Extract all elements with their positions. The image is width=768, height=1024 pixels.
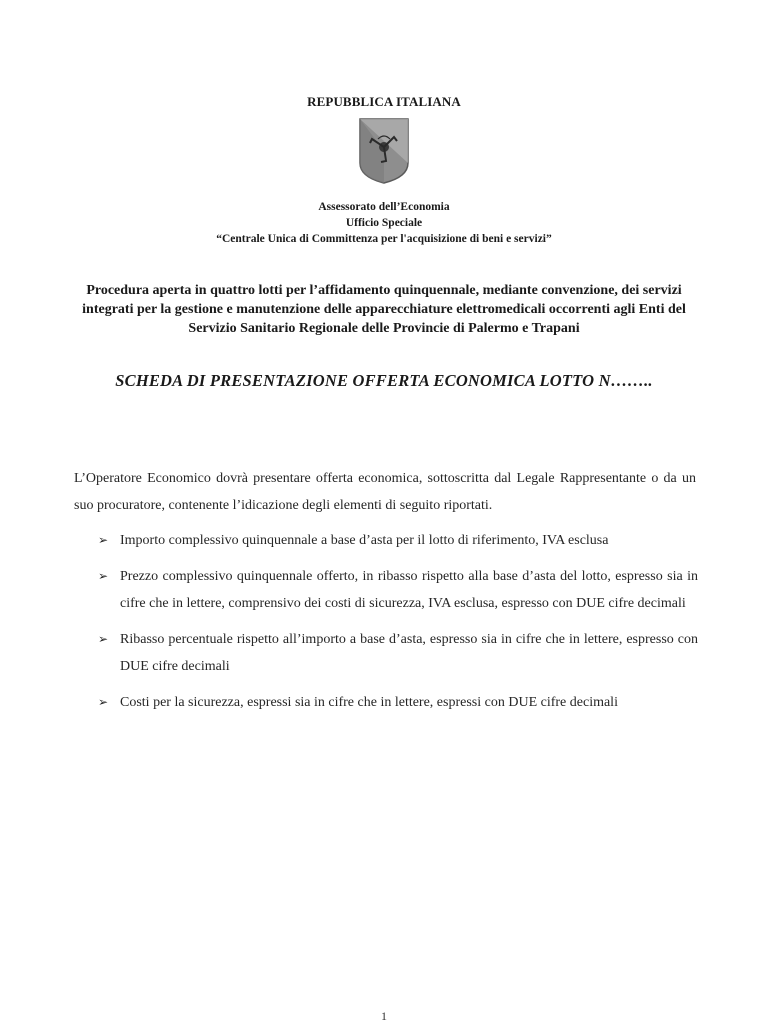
requirements-list	[98, 527, 698, 716]
list-item	[98, 563, 698, 617]
list-item-text: Ribasso percentuale rispetto all’importo a base d’asta, espresso sia in cifre che in lettere, espresso con DUE cifre decimali	[120, 632, 698, 674]
list-item	[98, 626, 698, 680]
page-number: 1	[381, 1009, 387, 1023]
list-item-text: Prezzo complessivo quinquennale offerto, in ribasso rispetto alla base d’asta del lotto, espresso sia in cifre che in lettere, comprensivo dei costi di sicurezza, IVA esclusa, espresso con DUE cifre decimali	[120, 569, 698, 611]
arrow-bullet-icon: ➢	[98, 632, 109, 646]
office-line-centrale: “Centrale Unica di Committenza per l'acquisizione di beni e servizi”	[216, 233, 552, 245]
list-item-text: Costi per la sicurezza, espressi sia in cifre che in lettere, espressi con DUE cifre decimali	[120, 695, 618, 710]
intro-paragraph: L’Operatore Economico dovrà presentare offerta economica, sottoscritta dal Legale Rappresentante o da un suo procuratore, contenente l’idicazione degli elementi di seguito riportati.	[74, 471, 696, 513]
list-item-text: Importo complessivo quinquennale a base d’asta per il lotto di riferimento, IVA esclusa	[120, 533, 609, 548]
office-block	[0, 199, 768, 247]
list-item	[98, 689, 698, 716]
list-item	[98, 527, 698, 554]
procedure-title: Procedura aperta in quattro lotti per l’affidamento quinquennale, mediante convenzione, dei servizi integrati per la gestione e manutenzione delle apparecchiature elettromedicali occorrenti agli Enti del Servizio Sanitario Regionale delle Provincie di Palermo e Trapani	[82, 283, 686, 336]
office-line-ufficio: Ufficio Speciale	[345, 217, 423, 229]
form-title: SCHEDA DI PRESENTAZIONE OFFERTA ECONOMICA LOTTO N……..	[115, 371, 653, 390]
sicily-trinacria-emblem-icon	[358, 117, 410, 185]
arrow-bullet-icon: ➢	[98, 695, 109, 709]
arrow-bullet-icon: ➢	[98, 533, 109, 547]
republic-heading: REPUBBLICA ITALIANA	[307, 94, 461, 109]
arrow-bullet-icon: ➢	[98, 569, 109, 583]
office-line-assessorato: Assessorato dell’Economia	[318, 201, 450, 213]
